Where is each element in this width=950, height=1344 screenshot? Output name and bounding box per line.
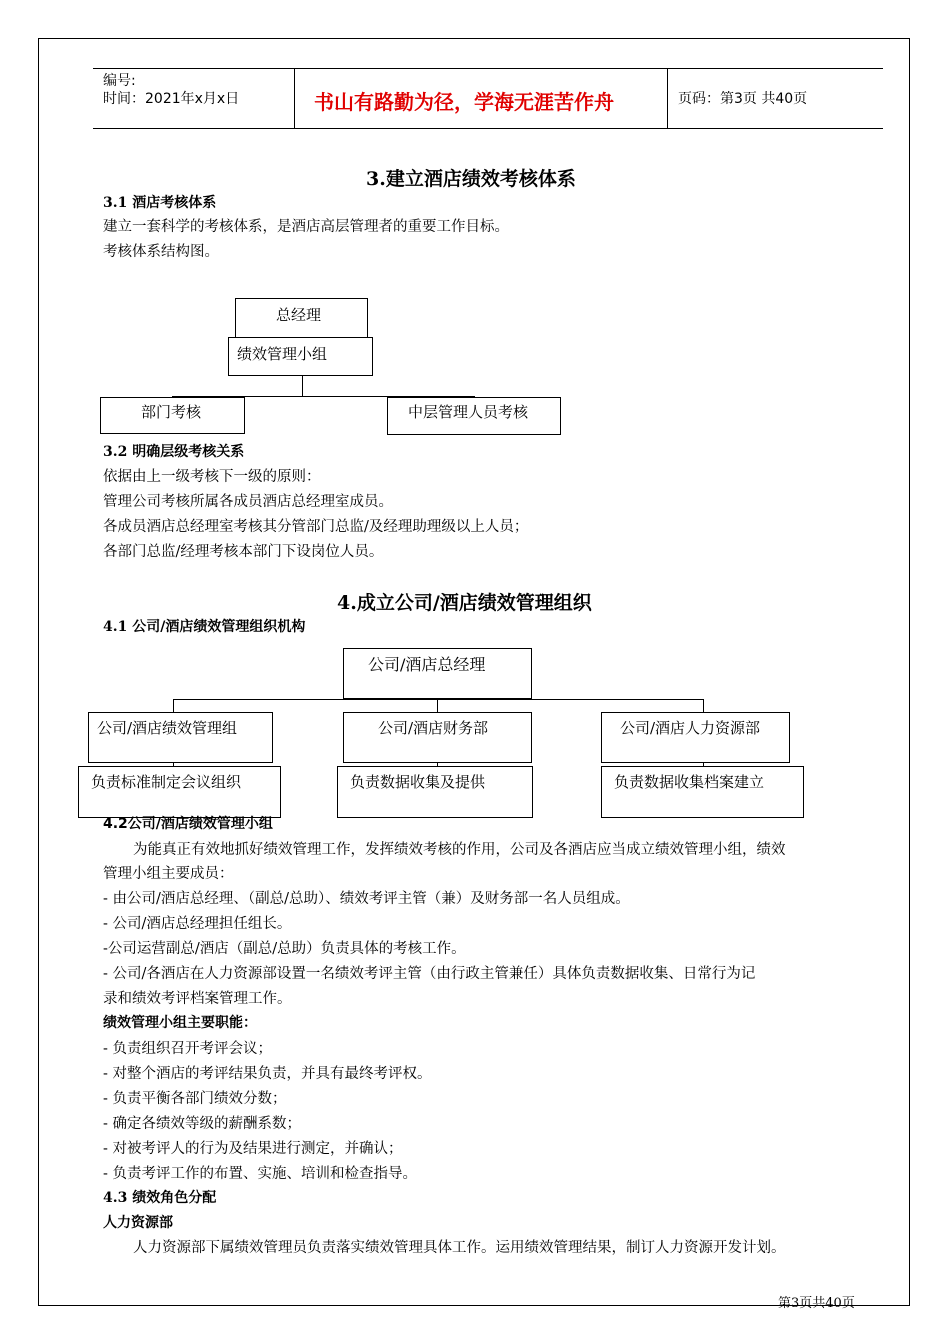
org-node-finance: 公司/酒店财务部	[343, 712, 532, 763]
list-item: - 公司/各酒店在人力资源部设置一名绩效考评主管（由行政主管兼任）具体负责数据收集、日常行为记	[103, 966, 756, 982]
paragraph: 人力资源部下属绩效管理员负责落实绩效管理具体工作。运用绩效管理结果，制订人力资源开发计划。	[133, 1240, 786, 1256]
duties-title: 绩效管理小组主要职能：	[103, 1015, 257, 1031]
list-item: - 对被考评人的行为及结果进行测定，并确认；	[103, 1141, 403, 1157]
org-node-general-manager: 总经理	[235, 298, 368, 338]
paragraph: 考核体系结构图。	[103, 244, 219, 260]
org-node-performance-team: 公司/酒店绩效管理组	[88, 712, 273, 763]
page-code: 页码：第3页 共40页	[678, 91, 808, 107]
list-item: - 由公司/酒店总经理、（副总/总助）、绩效考评主管（兼）及财务部一名人员组成。	[103, 891, 630, 907]
org-node-department-assessment: 部门考核	[100, 397, 245, 434]
header-divider	[667, 68, 668, 128]
org-node-archive-duty: 负责数据收集档案建立	[601, 766, 804, 818]
list-item: - 负责组织召开考评会议；	[103, 1041, 273, 1057]
subsection-title: 4.1 公司/酒店绩效管理组织机构	[103, 619, 306, 635]
paragraph: 各部门总监/经理考核本部门下设岗位人员。	[103, 544, 384, 560]
serial-label: 编号:	[103, 73, 136, 89]
motto: 书山有路勤为径，学海无涯苦作舟	[314, 90, 614, 114]
subsection-title: 3.2 明确层级考核关系	[103, 444, 245, 460]
paragraph: 各成员酒店总经理室考核其分管部门总监/及经理助理级以上人员；	[103, 519, 529, 535]
section-title: 3.建立酒店绩效考核体系	[366, 168, 576, 190]
list-item: 录和绩效考评档案管理工作。	[103, 991, 292, 1007]
org-node-company-gm: 公司/酒店总经理	[343, 648, 532, 699]
org-node-hr: 公司/酒店人力资源部	[601, 712, 790, 763]
subsection-title: 3.1 酒店考核体系	[103, 195, 217, 211]
role-title: 人力资源部	[103, 1215, 173, 1231]
time-label: 时间：2021年x月x日	[103, 91, 240, 107]
connector	[302, 375, 303, 397]
subsection-title: 4.2公司/酒店绩效管理小组	[103, 816, 273, 832]
section-title: 4.成立公司/酒店绩效管理组织	[337, 592, 592, 614]
org-node-middle-manager-assessment: 中层管理人员考核	[387, 397, 561, 435]
header-divider	[294, 68, 295, 128]
list-item: - 负责平衡各部门绩效分数；	[103, 1091, 287, 1107]
paragraph: 依据由上一级考核下一级的原则：	[103, 469, 321, 485]
paragraph: 为能真正有效地抓好绩效管理工作，发挥绩效考核的作用，公司及各酒店应当成立绩效管理小组，绩效	[133, 842, 786, 858]
header-top-rule	[93, 68, 883, 69]
list-item: - 对整个酒店的考评结果负责，并具有最终考评权。	[103, 1066, 432, 1082]
connector	[703, 699, 704, 712]
paragraph: 管理小组主要成员：	[103, 866, 234, 882]
connector	[437, 698, 438, 712]
paragraph: 管理公司考核所属各成员酒店总经理室成员。	[103, 494, 393, 510]
header-bottom-rule	[93, 128, 883, 129]
org-node-standards-duty: 负责标准制定会议组织	[78, 766, 281, 818]
list-item: - 公司/酒店总经理担任组长。	[103, 916, 292, 932]
org-node-performance-group: 绩效管理小组	[228, 337, 373, 376]
connector	[173, 699, 174, 712]
org-node-data-duty: 负责数据收集及提供	[337, 766, 533, 818]
footer-page-number: 第3页共40页	[778, 1296, 855, 1311]
subsection-title: 4.3 绩效角色分配	[103, 1190, 217, 1206]
connector	[173, 699, 703, 700]
list-item: - 负责考评工作的布置、实施、培训和检查指导。	[103, 1166, 418, 1182]
list-item: -公司运营副总/酒店（副总/总助）负责具体的考核工作。	[103, 941, 466, 957]
paragraph: 建立一套科学的考核体系，是酒店高层管理者的重要工作目标。	[103, 219, 509, 235]
list-item: - 确定各绩效等级的薪酬系数；	[103, 1116, 302, 1132]
